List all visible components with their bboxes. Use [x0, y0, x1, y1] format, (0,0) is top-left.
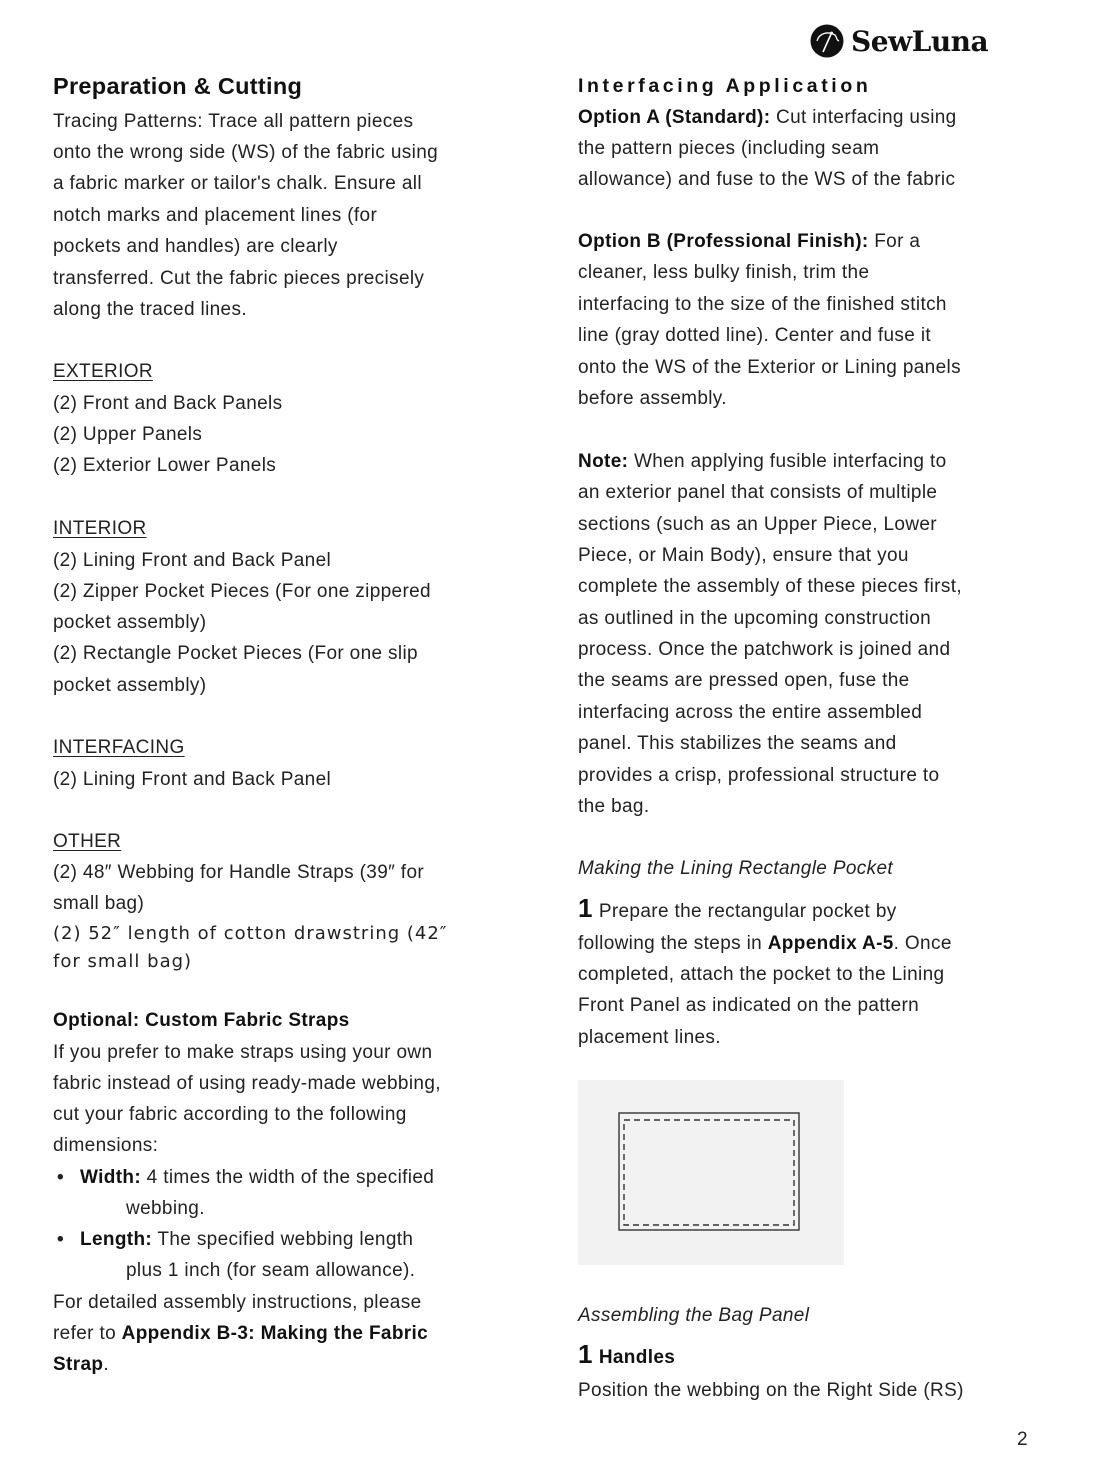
option-b-line: Option B (Professional Finish): For a: [578, 231, 921, 252]
intro-line: notch marks and placement lines (for: [53, 205, 378, 226]
optional-line: fabric instead of using ready-made webbing,: [53, 1073, 441, 1094]
note-line: panel. This stabilizes the seams and: [578, 733, 897, 754]
other-heading: OTHER: [53, 831, 122, 852]
note-line: provides a crisp, professional structure to: [578, 765, 940, 786]
intro-line: Tracing Patterns: Trace all pattern pieces: [53, 111, 414, 132]
option-b-line: line (gray dotted line). Center and fuse it: [578, 325, 932, 346]
bullet-icon: •: [57, 1167, 65, 1188]
optional-line: dimensions:: [53, 1135, 159, 1156]
brand-name: SewLuna: [851, 24, 989, 58]
intro-line: transferred. Cut the fabric pieces precisely: [53, 268, 425, 289]
bullet-icon: •: [57, 1229, 65, 1250]
bullet-continuation: webbing.: [126, 1198, 205, 1219]
note-line: an exterior panel that consists of multiple: [578, 482, 938, 503]
assembly-line: Position the webbing on the Right Side (RS): [578, 1380, 964, 1401]
pocket-step: 1 Prepare the rectangular pocket by: [578, 893, 897, 923]
pocket-step-line: Front Panel as indicated on the pattern: [578, 995, 920, 1016]
cutting-list-item: (2) 52″ length of cotton drawstring (42″: [53, 923, 448, 944]
cutting-list-item: (2) Rectangle Pocket Pieces (For one slip: [53, 643, 418, 664]
step-number: 1: [578, 1339, 593, 1369]
cutting-list-item: (2) Zipper Pocket Pieces (For one zippered: [53, 581, 431, 602]
note-line: complete the assembly of these pieces first,: [578, 576, 962, 597]
appendix-reference: Appendix B-3: Making the Fabric: [121, 1323, 429, 1344]
section-title: Preparation & Cutting: [53, 73, 303, 99]
cutting-list-item: (2) 48″ Webbing for Handle Straps (39″ for: [53, 862, 425, 883]
pocket-step-line: placement lines.: [578, 1027, 721, 1048]
pocket-step-line: completed, attach the pocket to the Lining: [578, 964, 945, 985]
optional-line: cut your fabric according to the following: [53, 1104, 407, 1125]
optional-line: If you prefer to make straps using your own: [53, 1042, 433, 1063]
intro-line: onto the wrong side (WS) of the fabric using: [53, 142, 439, 163]
note-line: as outlined in the upcoming construction: [578, 608, 932, 629]
note-line: sections (such as an Upper Piece, Lower: [578, 514, 937, 535]
option-b-line: before assembly.: [578, 388, 727, 409]
intro-line: pockets and handles) are clearly: [53, 236, 338, 257]
section-title: Interfacing Application: [578, 75, 872, 97]
reference-line: refer to Appendix B-3: Making the Fabric: [53, 1323, 429, 1344]
cutting-list-item: (2) Front and Back Panels: [53, 393, 283, 414]
needle-thread-icon: [810, 24, 844, 58]
option-b-line: interfacing to the size of the finished stitch: [578, 294, 947, 315]
appendix-reference: Appendix A-5: [767, 933, 894, 954]
option-b-line: onto the WS of the Exterior or Lining panels: [578, 357, 961, 378]
pocket-step-line: following the steps in Appendix A-5. Once: [578, 933, 952, 954]
option-b-line: cleaner, less bulky finish, trim the: [578, 262, 870, 283]
note-line: the seams are pressed open, fuse the: [578, 670, 910, 691]
cutting-list-item: (2) Exterior Lower Panels: [53, 455, 277, 476]
step-number: 1: [578, 893, 593, 923]
optional-heading: Optional: Custom Fabric Straps: [53, 1010, 350, 1031]
brand-logo: [810, 22, 988, 60]
cutting-list-item: (2) Lining Front and Back Panel: [53, 550, 332, 571]
appendix-reference: Strap: [53, 1354, 104, 1375]
pocket-diagram: [578, 1080, 844, 1265]
note-line: the bag.: [578, 796, 650, 817]
bullet-continuation: plus 1 inch (for seam allowance).: [126, 1260, 416, 1281]
reference-line: Strap.: [53, 1354, 109, 1375]
page-number: 2: [1017, 1429, 1028, 1450]
intro-line: along the traced lines.: [53, 299, 247, 320]
interfacing-heading: INTERFACING: [53, 737, 185, 758]
assembly-subtitle: Assembling the Bag Panel: [578, 1305, 810, 1326]
step-title: Handles: [598, 1347, 676, 1368]
note-line: Piece, or Main Body), ensure that you: [578, 545, 909, 566]
exterior-heading: EXTERIOR: [53, 361, 153, 382]
cutting-list-item: small bag): [53, 893, 145, 914]
cutting-list-item: (2) Lining Front and Back Panel: [53, 769, 332, 790]
pocket-rectangle-illustration: [578, 1080, 844, 1265]
option-a-line: the pattern pieces (including seam: [578, 138, 880, 159]
cutting-list-item: for small bag): [53, 951, 193, 972]
bullet-width: • Width: 4 times the width of the specified: [57, 1167, 435, 1188]
pocket-subtitle: Making the Lining Rectangle Pocket: [578, 858, 894, 879]
bullet-length: • Length: The specified webbing length: [57, 1229, 414, 1250]
note-line: Note: When applying fusible interfacing to: [578, 451, 947, 472]
note-line: interfacing across the entire assembled: [578, 702, 923, 723]
option-a-line: allowance) and fuse to the WS of the fabric: [578, 169, 956, 190]
cutting-list-item: pocket assembly): [53, 675, 207, 696]
intro-line: a fabric marker or tailor's chalk. Ensure all: [53, 173, 422, 194]
option-a-line: Option A (Standard): Cut interfacing using: [578, 107, 957, 128]
cutting-list-item: (2) Upper Panels: [53, 424, 203, 445]
note-line: process. Once the patchwork is joined and: [578, 639, 951, 660]
reference-line: For detailed assembly instructions, please: [53, 1292, 422, 1313]
interior-heading: INTERIOR: [53, 518, 147, 539]
cutting-list-item: pocket assembly): [53, 612, 207, 633]
assembly-step: [578, 1339, 675, 1373]
